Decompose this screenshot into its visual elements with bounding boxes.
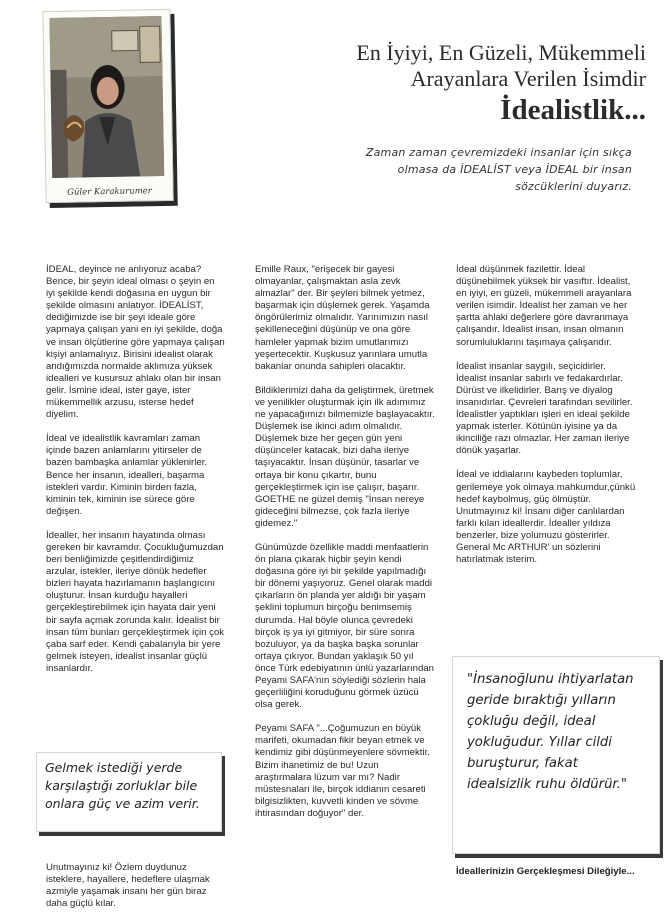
title-line-1: En İyiyi, En Güzeli, Mükemmeli [356,40,646,65]
paragraph: İdeal düşünmek fazilettir. İdeal düşünebilmek yüksek bir vasıftır. İdealist, en iyiyi, en güzeli, mükemmeli arayanlara verilen isimdir. İdealist her zaman ve her şartta ahlaki değerlere göre davranmaya çalışandır. İdealist insan, insan olmanın sorumluluklarını taşımaya çalışandır. [456,264,632,348]
paragraph: Peyami SAFA "...Çoğumuzun en büyük marifeti, okumadan fikir beyan etmek ve kendimiz gibi düşünmeyenlere sövmektir. Bizim ihanetimiz de bu! Uzun araştırmalara lüzum var mı? Nadir müstesnaları ile, birçok iddianın cesareti bilgisizlikten, kuvvetli kinden ve sövme ihtirasından doğuyor" der. [255,723,430,819]
title-line-2: Arayanlara Verilen İsimdir [410,66,646,91]
article-title [226,40,646,128]
paragraph: Unutmayınız ki! Özlem duydunuz isteklere, hayallere, hedeflere ulaşmak azmiyle yaşamak insanı her gün biraz daha güçlü kılar. [46,862,210,910]
text-column-3 [456,264,636,578]
text-column-1 [46,264,226,687]
text-column-1-tail [46,862,226,910]
paragraph: Günümüzde özellikle maddi menfaatlerin ön plana çıkarak hiçbir şeyin kendi doğasına göre iyi bir şekilde yapılmadığı bir dönemi yaşıyoruz. Genel olarak maddi çıkarların ön planda yer aldığı bir yaşam şeklini toplumun birçoğu benimsemiş durumda. Hal böyle olunca çevredeki birçok iş ya iyi gitmiyor, bir süre sonra bozuluyor, ya da başka başka sorunlar ortaya çıkıyor. Bundan yaklaşık 50 yıl önce Türk edebiyatının ünlü yazarlarından Peyami SAFA'nın söylediği sözlerin hala geçerliliğini koruduğunu görmek üzücü olsa gerek. [255,541,435,711]
paragraph: Emille Raux, "erişecek bir gayesi olmayanlar, çalışmaktan asla zevk almazlar" der. Bir şeyleri bilmek yetmez, başarmak için düşlemek gerek. Yaşamda öngörülerimiz olmalıdır. Yarınımızın nasıl şekilleneceğini düşünüp ve ona göre hamleler yapmak bizim umutlarımızı yeşertecektir. Kuşkusuz yarınlara umutla bakanlar onunda sahipleri olacaktır. [255,264,430,372]
paragraph: İdealist insanlar saygılı, seçicidirler. İdealist insanlar sabırlı ve fedakardırlar. Dürüst ve ilkelidirler. Barış ve diyalog insanıdırlar. Çevreleri tarafından sevilirler. İdealistler yaptıkları işleri en ideal şekilde yapmak isterler. Kötünün iyisine ya da ikinciliğe razı olmazlar. Her zaman ileriye dönük yaşarlar. [456,360,633,457]
author-photo [49,16,164,178]
paragraph: İdeal ve idealistlik kavramları zaman içinde bazen anlamlarını yitirseler de bazen bambaşka anlamlar yüklenirler. Bence her insanın, idealleri, başarma istekleri vardır. Kiminin birden fazla, kiminin tek, kiminin ise sürece göre değişen. [46,433,208,517]
closing-line: İdeallerinizin Gerçekleşmesi Dileğiyle... [456,866,635,877]
paragraph: İdeal ve iddialarını kaybeden toplumlar, gerilemeye yok olmaya mahkumdur,çünkü hedef kaybolmuş, güç ölmüştür. Unutmayınız ki! İnsanı diğer canlılardan farklı kılan ideallerdir. İdealler yıldıza benzerler, bize yolumuzu gösterirler. General Mc ARTHUR' un sözlerini hatırlatmak isterim. [456,469,636,566]
article-intro: Zaman zaman çevremizdeki insanlar için sıkça olmasa da İDEALİST veya İDEAL bir insan sözcüklerini duyarız. [365,146,632,193]
text-column-2 [255,264,435,832]
paragraph: Bildiklerimizi daha da geliştirmek, üretmek ve yenilikler oluşturmak için ilk adımımız ne yapacağımızı bilmemizle başlayacaktır. Düşlemek ise ikinci adım olmalıdır. Düşlemek bize her geçen gün yeni düşünceler katacak, bizi daha ileriye taşıyacaktır. İnsan düşünür, tasarlar ve ortaya bir konu çıkartır, bunu gerçekleştirmek için ise çalışır, başarır. GOETHE ne güzel demiş "İnsan nereye gideceğini bilmezse, çok fazla ileriye gidemez." [255,384,435,529]
pull-quote-1: Gelmek istediği yerde karşılaştığı zorluklar bile onlara güç ve azim verir. [36,752,222,832]
photo-caption: Güler Karakurumer [67,186,152,198]
author-photo-card [42,9,173,203]
title-line-3: İdealistlik... [500,94,646,126]
author-portrait-image [49,16,164,178]
paragraph: İdealler, her insanın hayatında olması gereken bir kavramdır. Çocukluğumuzdan beri benliğimizde çeşitlendirdiğimiz arzular, istekler, ileriye dönük hedefler bizleri hayata hazırlamanın başlangıcını oluşturur. İnsan kurduğu hayalleri gerçekleştirebilmek için hayata dair yeni bir sayfa açmak zorunda kalır. İdealist bir insan tüm bunları gerçekleştirmek için çok çaba sarf eder. Kendi çabalarıyla bir yere gelmek isteyen, idealist insanlar güçlü insanlardır. [46,529,225,674]
paragraph: İDEAL, deyince ne anlıyoruz acaba? Bence, bir şeyin ideal olması o şeyin en iyi şekilde kendi doğasına en uygun bir şekilde olmasını anlatıyor. İDEALİST, dediğimizde ise bir şeyi ideale göre yapmaya çalışan yani en iyi şekilde, doğa ve insan ölçütlerine göre yapmaya çalışan kişiyi anlamalıyız. Birisini idealist olarak andığımızda normalde aklımıza yüksek idealleri ve kusursuz ahlakı olan bir insan gelir. İsmine ideal, ister gaye, ister mükemmellik arzusu, isterse hedef diyelim. [46,264,225,421]
pull-quote-2: "İnsanoğlunu ihtiyarlatan geride bıraktığı yılların çokluğu değil, ideal yokluğudur. Yıllar cildi buruşturur, fakat idealsizlik ruhu öldürür." [452,656,660,854]
